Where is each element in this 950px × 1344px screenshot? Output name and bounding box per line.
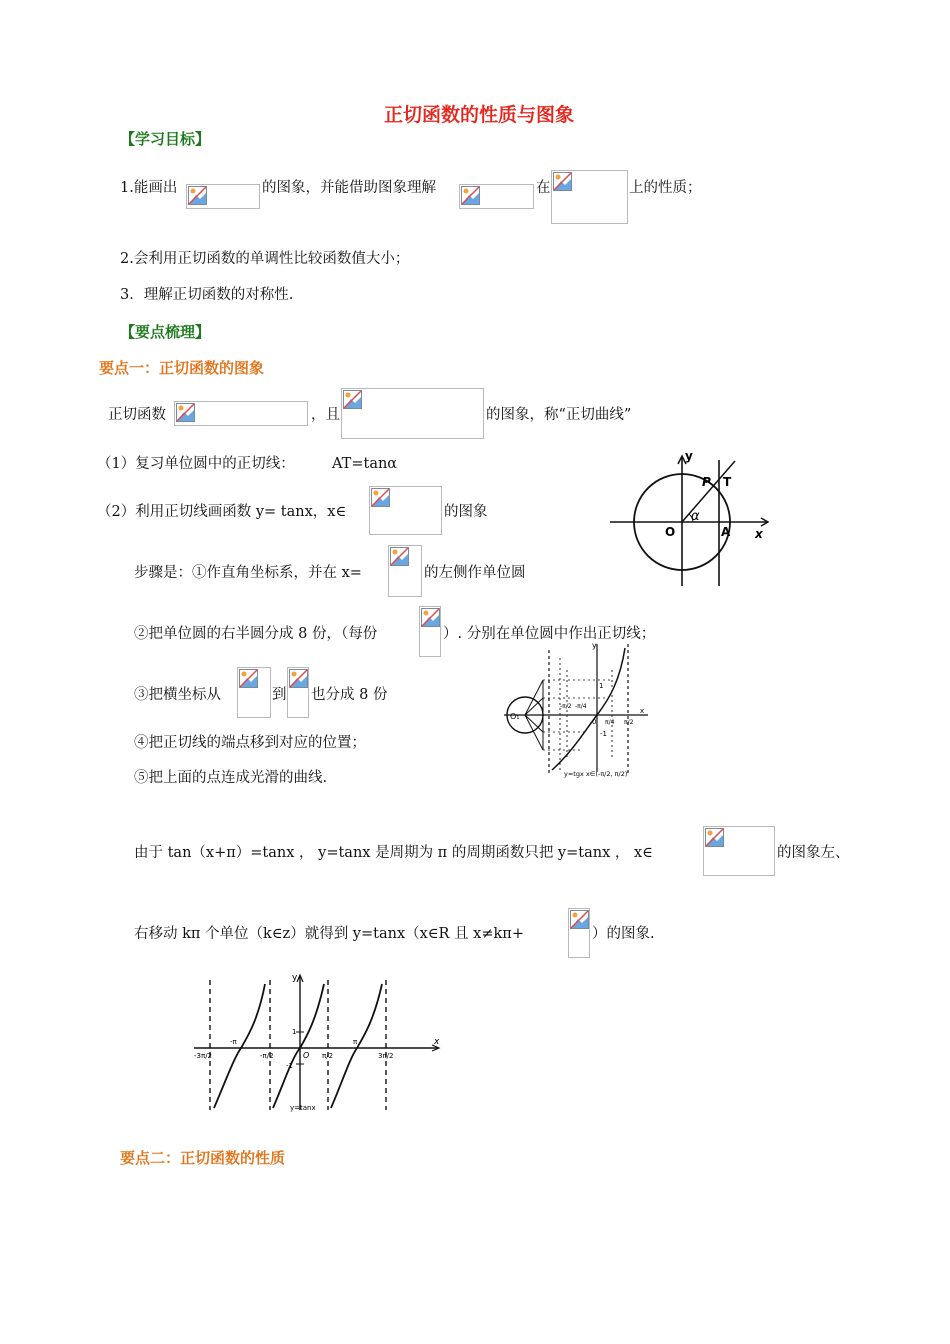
definition-text-b: ，且 <box>311 407 340 423</box>
fig1-o-label: O <box>665 525 676 539</box>
definition-text-c: 的图象，称“正切曲线” <box>486 407 632 423</box>
goal-1-text-c: 在 <box>536 180 551 196</box>
fig2-caption: y=tgx x∈(-π/2, π/2) <box>564 770 628 778</box>
step-3-text-b: 到 <box>272 687 287 703</box>
terminal-ray <box>682 461 735 522</box>
step-2-text-a: ②把单位圆的右半圆分成 8 份，（每份 <box>134 626 378 642</box>
goal-3-text: 3．理解正切函数的对称性. <box>120 287 294 303</box>
tan-branch-2 <box>273 984 324 1108</box>
broken-image-icon <box>369 486 442 535</box>
definition-text-a: 正切函数 <box>108 407 166 423</box>
period-text-a: 由于 tan（x+π）=tanx ， y=tanx 是周期为 π 的周期函数只把 y=tanx ， x∈ <box>134 845 653 861</box>
broken-image-icon <box>237 667 271 718</box>
step-4-text: ④把正切线的端点移到对应的位置； <box>134 735 366 751</box>
point-2-header: 要点二：正切函数的性质 <box>120 1149 286 1167</box>
shift-text-a: 右移动 kπ 个单位（k∈z）就得到 y=tanx（x∈R 且 x≠kπ+ <box>134 926 524 942</box>
fig3-caption: y=tanx <box>290 1104 316 1112</box>
fig2-npi2-label: -π/2 <box>560 703 572 710</box>
broken-image-icon <box>341 388 484 439</box>
fig3-y-label: y <box>292 973 298 983</box>
step-1-text-b: 的左侧作单位圆 <box>424 565 526 581</box>
fig2-neg-one-label: -1 <box>600 730 607 738</box>
item-2-text-a: （2）利用正切线画函数 y= tanx，x∈ <box>97 504 347 520</box>
step-3-text-a: ③把横坐标从 <box>134 687 221 703</box>
fig2-y-label: y <box>592 641 597 650</box>
fig3-npi-label: -π <box>230 1038 237 1046</box>
fig1-alpha-label: α <box>691 509 700 524</box>
summary-header: 【要点梳理】 <box>120 323 211 341</box>
fig3-o-label: O <box>303 1051 310 1060</box>
fig3-npi2-label: -π/2 <box>260 1052 274 1060</box>
point-1-header: 要点一：正切函数的图象 <box>99 359 265 377</box>
fig2-o-label: 0 <box>592 718 597 726</box>
goal-1-text-a: 1.能画出 <box>120 180 178 196</box>
broken-image-icon <box>419 606 441 657</box>
fig3-neg-one-label: -1 <box>286 1062 293 1070</box>
page-title: 正切函数的性质与图象 <box>384 104 575 126</box>
item-2-text-b: 的图象 <box>444 504 488 520</box>
unit-circle-figure <box>605 446 775 592</box>
step-1-text-a: 步骤是：①作直角坐标系，并在 x= <box>134 565 362 581</box>
broken-image-icon <box>287 667 309 718</box>
fig3-x-label: x <box>434 1037 440 1047</box>
goal-2-text: 2.会利用正切函数的单调性比较函数值大小； <box>120 251 410 267</box>
fig3-p3pi2-label: 3π/2 <box>378 1052 394 1060</box>
tan-branch-3 <box>331 984 382 1108</box>
item-1-formula: AT=tanα <box>332 456 398 472</box>
fig3-one-label: 1 <box>292 1028 297 1036</box>
period-text-b: 的图象左、 <box>777 845 850 861</box>
fig3-pi-label: π <box>353 1038 358 1046</box>
step-3-text-c: 也分成 8 份 <box>311 687 388 703</box>
goal-1-text-d: 上的性质； <box>629 180 702 196</box>
tan-construction-figure <box>502 640 652 780</box>
goals-header: 【学习目标】 <box>120 130 211 148</box>
fig2-pi2-label: π/2 <box>624 719 634 726</box>
fig1-x-label: x <box>755 527 763 541</box>
fig2-pi4-label: π/4 <box>605 719 615 726</box>
item-1-text: （1）复习单位圆中的正切线： <box>97 456 295 472</box>
tan-curve-figure <box>188 970 446 1116</box>
fig1-y-label: y <box>685 449 693 463</box>
fig1-t-label: T <box>723 475 732 489</box>
step-5-text: ⑤把上面的点连成光滑的曲线. <box>134 770 328 786</box>
fig2-o1-label: O₁ <box>510 712 520 721</box>
broken-image-icon <box>551 170 628 224</box>
broken-image-icon <box>388 545 422 597</box>
fig2-one-label: 1 <box>599 682 604 690</box>
fig2-npi4-label: -π/4 <box>575 703 587 710</box>
fig3-n3pi2-label: -3π/2 <box>194 1052 213 1060</box>
step-2-text-b: ）. 分别在单位圆中作出正切线； <box>443 626 656 642</box>
goal-1-text-b: 的图象，并能借助图象理解 <box>262 180 436 196</box>
fig2-x-label: x <box>640 707 645 715</box>
broken-image-icon <box>174 401 308 426</box>
shift-text-b: ）的图象. <box>592 926 655 942</box>
fig3-pi2-label: π/2 <box>322 1052 334 1060</box>
broken-image-icon <box>186 184 260 209</box>
broken-image-icon <box>459 184 534 209</box>
broken-image-icon <box>703 826 775 876</box>
tan-branch-1 <box>214 984 265 1108</box>
fig1-a-label: A <box>721 525 731 539</box>
fig1-p-label: P <box>702 475 711 489</box>
broken-image-icon <box>568 908 590 958</box>
